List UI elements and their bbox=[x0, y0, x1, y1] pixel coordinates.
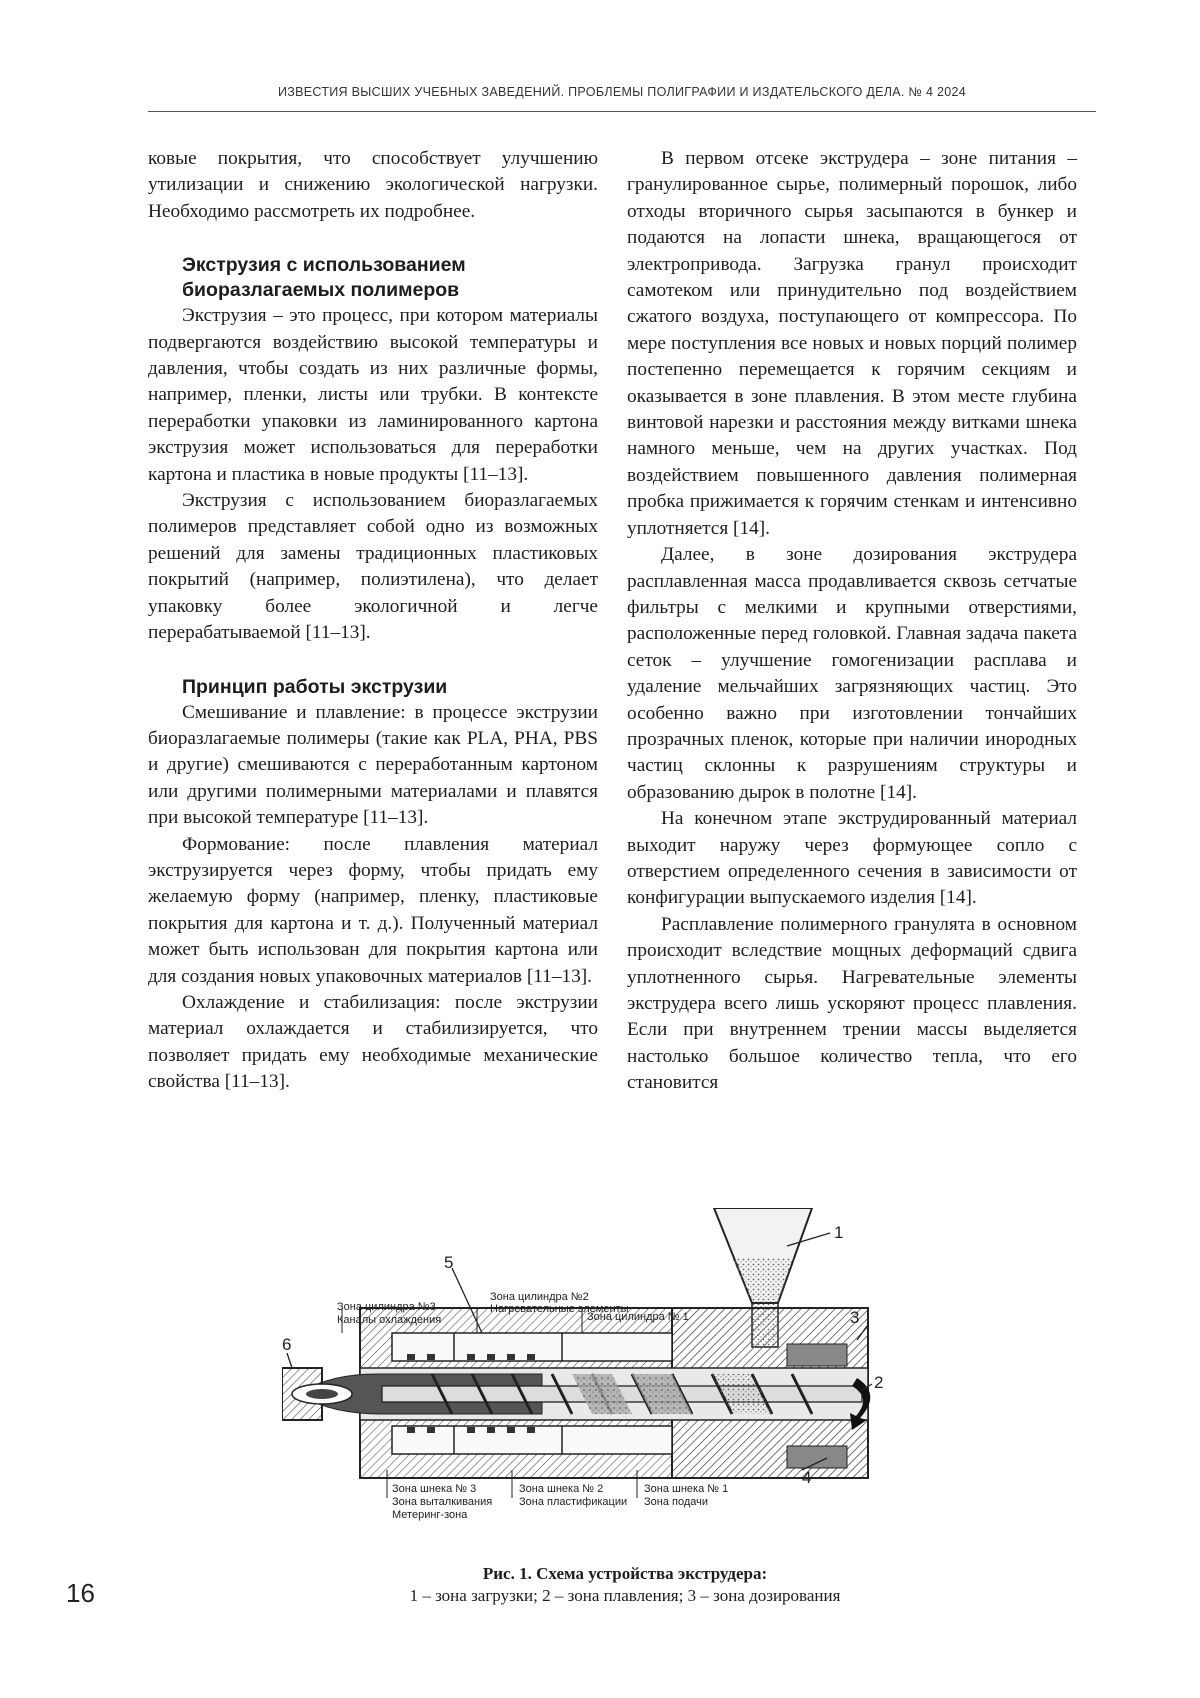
label-zone-cyl3: Зона цилиндра №3 bbox=[337, 1301, 436, 1313]
journal-header: ИЗВЕСТИЯ ВЫСШИХ УЧЕБНЫХ ЗАВЕДЕНИЙ. ПРОБЛЕМЫ ПОЛИГРАФИИ И ИЗДАТЕЛЬСКОГО ДЕЛА. № 4 2024 bbox=[278, 85, 966, 99]
left-column bbox=[148, 146, 598, 1096]
callout-5: 5 bbox=[444, 1253, 454, 1272]
paragraph: ковые покрытия, что способствует улучшению утилизации и снижению экологической нагрузки. Необходимо рассмотреть их подробнее. bbox=[148, 148, 598, 222]
callout-3: 3 bbox=[850, 1308, 860, 1327]
extruder-diagram bbox=[282, 1208, 972, 1683]
callout-6: 6 bbox=[282, 1335, 292, 1354]
label-screw-zone3: Зона шнека № 3 bbox=[392, 1483, 477, 1495]
paragraph: В первом отсеке экструдера – зоне питания – гранулированное сырье, полимерный порошок, либо отходы вторичного сырья засыпаются в бункер и подаются на лопасти шнека, вращающегося от электропривода. Загрузка гранул происходит самотеком или принудительно под воздействием сжатого воздуха, поступающего от компрессора. По мере поступления все новых и новых порций полимер постепенно перемещается к горячим секциям и оказывается в зоне плавления. В этом месте глубина винтовой нарезки и расстояния между витками шнека намного меньше, чем на других участках. Под воздействием повышенного давления полимерная пробка прижимается к горячим стенкам и интенсивно уплотняется [14]. bbox=[627, 148, 1077, 539]
callout-2: 2 bbox=[874, 1373, 884, 1392]
callout-4: 4 bbox=[802, 1468, 812, 1487]
label-zone-cyl2: Зона цилиндра №2 bbox=[490, 1291, 589, 1303]
label-feed-zone: Зона подачи bbox=[644, 1496, 709, 1508]
paragraph: Смешивание и плавление: в процессе экструзии биоразлагаемые полимеры (такие как PLA, PHA, PBS и другие) смешиваются с переработанным картоном или другими полимерными материалами и плавятся при высокой температуре [11–13]. bbox=[148, 701, 598, 829]
label-heating-elements: Нагревательные элементы bbox=[490, 1303, 629, 1315]
label-screw-zone1: Зона шнека № 1 bbox=[644, 1483, 729, 1495]
label-extrusion-zone: Зона выталкивания bbox=[392, 1496, 493, 1508]
paragraph: Формование: после плавления материал экструзируется через форму, чтобы придать ему желаемую форму (например, пленку, пластиковые покрытия для картона и т. д.). Полученный материал может быть использован для покрытия картона или для создания новых упаковочных материалов [11–13]. bbox=[148, 833, 598, 987]
label-screw-zone2: Зона шнека № 2 bbox=[519, 1483, 604, 1495]
page-number: 16 bbox=[66, 1578, 95, 1608]
paragraph: Охлаждение и стабилизация: после экструзии материал охлаждается и стабилизируется, что позволяет придать ему необходимые механические свойства [11–13]. bbox=[148, 991, 598, 1093]
paragraph: Экструзия с использованием биоразлагаемых полимеров представляет собой одно из возможных решений для замены традиционных пластиковых покрытий (например, полиэтилена), что делает упаковку более экологичной и легче перерабатываемой [11–13]. bbox=[148, 490, 598, 644]
right-column bbox=[627, 146, 1077, 1097]
extruder-drawing bbox=[282, 1208, 972, 1558]
figure-caption bbox=[300, 1563, 950, 1607]
section-heading: Принцип работы экструзии bbox=[182, 675, 448, 698]
caption-title: Рис. 1. Схема устройства экструдера: bbox=[482, 1564, 768, 1583]
label-metering-zone: Метеринг-зона bbox=[392, 1509, 468, 1521]
paragraph: Далее, в зоне дозирования экструдера расплавленная масса продавливается сквозь сетчатые фильтры с мелкими и крупными отверстиями, расположенные перед головкой. Главная задача пакета сеток – улучшение гомогенизации расплава и удаление мельчайших загрязняющих частиц. Это особенно важно при изготовлении тончайших прозрачных пленок, которые при наличии инородных частиц склонны к разрушениям структуры и образованию дырок в полотне [14]. bbox=[627, 544, 1077, 803]
paragraph: Расплавление полимерного гранулята в основном происходит вследствие мощных деформаций сдвига уплотненного сырья. Нагревательные элементы экструдера всего лишь ускоряют процесс плавления. Если при внутреннем трении массы выделяется настолько большое количество тепла, что его становится bbox=[627, 913, 1077, 1094]
header-divider bbox=[148, 111, 1096, 112]
paragraph: Экструзия – это процесс, при котором материалы подвергаются воздействию высокой температуры и давления, чтобы создать из них различные формы, например, пленки, листы или трубки. В контексте переработки упаковки из ламинированного картона экструзия может использоваться для переработки картона и пластика в новые продукты [11–13]. bbox=[148, 305, 598, 485]
label-plastification-zone: Зона пластификации bbox=[519, 1496, 628, 1508]
callout-1: 1 bbox=[834, 1223, 844, 1242]
label-zone-cyl1: Зона цилиндра № 1 bbox=[587, 1311, 689, 1323]
caption-text: 1 – зона загрузки; 2 – зона плавления; 3 – зона дозирования bbox=[409, 1586, 841, 1605]
section-heading: Экструзия с использованием биоразлагаемых полимеров bbox=[182, 254, 466, 302]
label-cooling-channels: Каналы охлаждения bbox=[337, 1314, 442, 1326]
paragraph: На конечном этапе экструдированный материал выходит наружу через формующее сопло с отверстием определенного сечения в зависимости от конфигурации выпускаемого изделия [14]. bbox=[627, 808, 1077, 909]
